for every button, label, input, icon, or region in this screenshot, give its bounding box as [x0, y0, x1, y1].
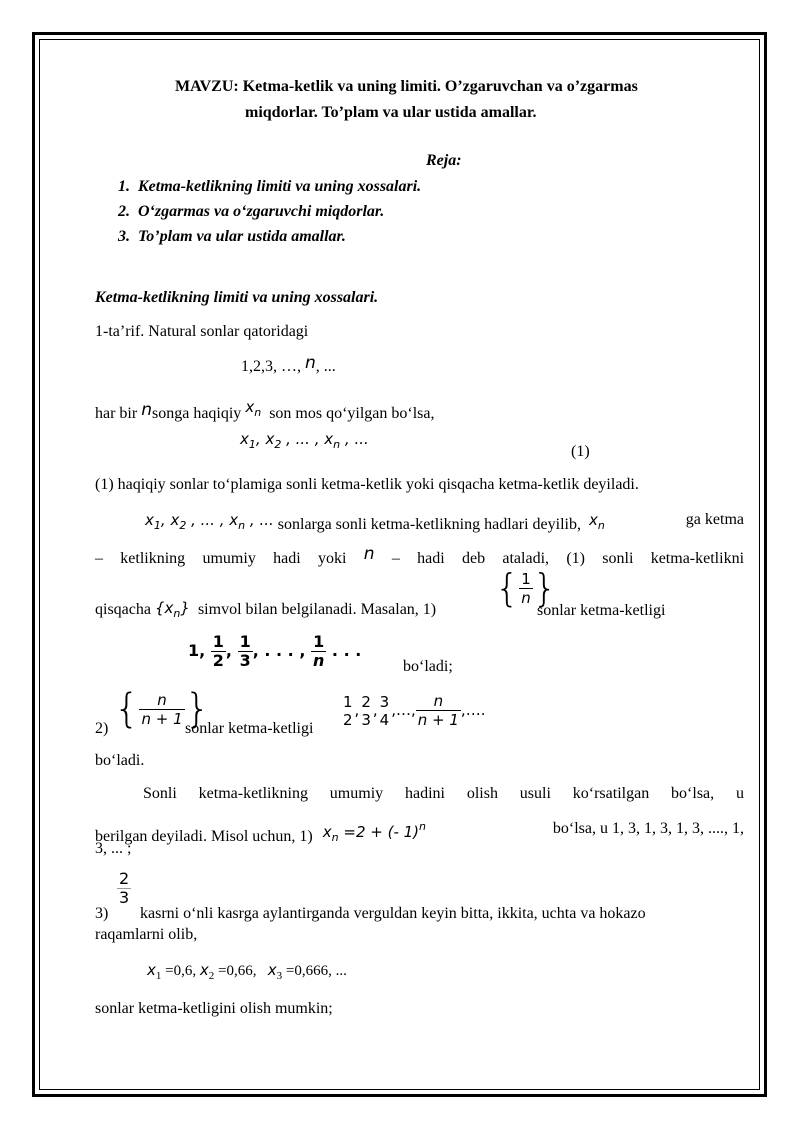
title-line-1: MAVZU: Ketma-ketlik va uning limiti. O’zgaruvchan va o’zgarmas — [175, 78, 638, 95]
paragraph-4-end: sonlar ketma-ketligi — [537, 602, 666, 619]
definition-1: 1-ta’rif. Natural sonlar qatoridagi — [95, 323, 309, 340]
example-2-label: 2) — [95, 720, 109, 737]
paragraph-4: qisqacha $\{x_n\}$ simvol bilan belgilanadi. Masalan, 1) — [95, 599, 437, 620]
two-thirds-fraction: $\frac{2}{3}$ — [119, 869, 130, 907]
paragraph-6: berilgan deyiladi. Misol uchun, 1) $x_n =2$ + (- 1)$^n$ bo‘lsa, u 1, 3, 1, 3, 1, 3, ...., 1, — [95, 820, 744, 845]
paragraph-9: sonlar ketma-ketligini olish mumkin; — [95, 1000, 333, 1017]
paragraph-1: (1) haqiqiy sonlar to‘plamiga sonli ketma-ketlik yoki qisqacha ketma-ketlik deyiladi. — [95, 476, 639, 493]
paragraph-8: raqamlarni olib, — [95, 926, 198, 943]
plan-item-3: 3. To’plam va ular ustida amallar. — [118, 228, 346, 245]
boladi-2: bo‘ladi. — [95, 752, 145, 769]
example-2-text: sonlar ketma-ketligi — [185, 720, 314, 737]
paragraph-3: – ketlikning umumiy hadi yoki n – hadi deb ataladi, (1) sonli ketma-ketlikni — [95, 544, 745, 567]
paragraph-5: Sonli ketma-ketlikning umumiy hadini olish usuli ko‘rsatilgan bo‘lsa, u — [143, 785, 744, 802]
harmonic-sequence: 1, $\frac{1}{2}$ , $\frac{1}{3}$ , . . . , $\frac{1}{n}$ . . . — [188, 632, 362, 670]
example-3-label: 3) — [95, 905, 109, 922]
example-2-sequence: 1 2 , 2 3 , 3 4 ,…, $\frac{n}{n + 1}$ ,…. — [343, 692, 486, 729]
decimal-sequence: $x_1 =0,6$, $x_2 =0,66$, $x_3 =0,666$, ... — [147, 961, 347, 982]
title-line-2: miqdorlar. To’plam va ular ustida amallar. — [245, 104, 537, 121]
one-over-n-set: { $\frac{1}{n}$ } — [495, 566, 557, 610]
n-over-n-plus-1-set: { $\frac{n}{n + 1}$ } — [114, 686, 211, 732]
plan-heading: Reja: — [426, 152, 462, 169]
paragraph-7: 3, ... ; — [95, 840, 132, 857]
boladi-1: bo‘ladi; — [403, 658, 453, 675]
har-bir-line: har bir nsonga haqiqiy $x_n$ son mos qo‘yilgan bo‘lsa, — [95, 398, 435, 422]
example-3-text: kasrni o‘nli kasrga aylantirganda verguldan keyin bitta, ikkita, uchta va hokazo — [140, 905, 646, 922]
paragraph-2: $x_1$, $x_2$ , ... , $x_n$ , ... sonlarga sonli ketma-ketlikning hadlari deyilib, $x_n$ ga ketma — [145, 511, 744, 533]
sequence-formula: $x_1$, $x_2$ , ... , $x_n$ , ... — [240, 430, 369, 451]
section-heading: Ketma-ketlikning limiti va uning xossalari. — [95, 289, 379, 306]
plan-item-1: 1. Ketma-ketlikning limiti va uning xossalari. — [118, 178, 422, 195]
plan-item-2: 2. O‘zgarmas va o‘zgaruvchi miqdorlar. — [118, 203, 385, 220]
equation-number: (1) — [571, 443, 590, 460]
natural-numbers-row: 1,2,3, …, n, ... — [241, 353, 336, 375]
